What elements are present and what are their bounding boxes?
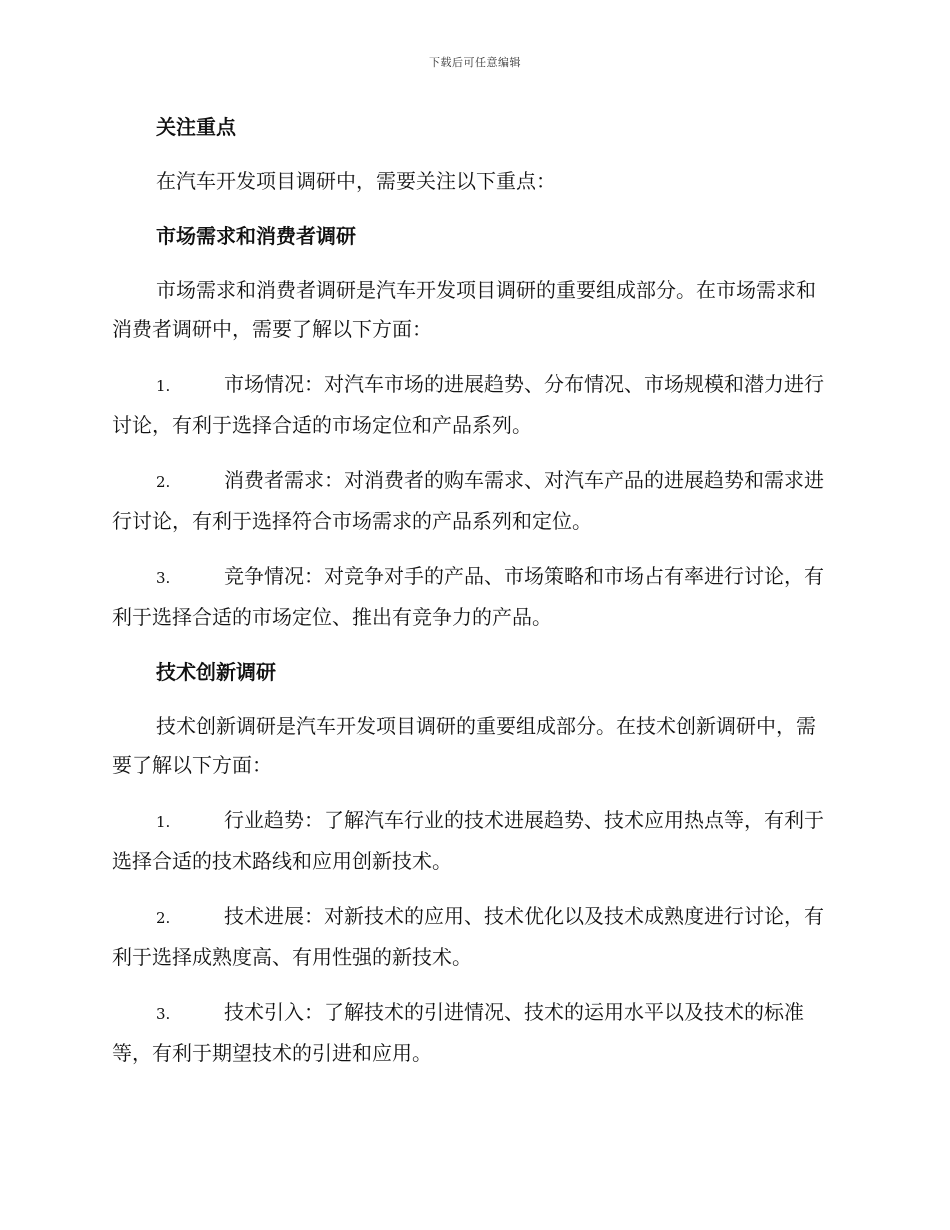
market-list-item (112, 365, 834, 445)
page-header: 下载后可任意编辑 (429, 56, 521, 69)
list-item-text: 技术引入：了解技术的引进情况、技术的运用水平以及技术的标准等，有利于期望技术的引进和应用。 (112, 1000, 804, 1065)
market-heading: 市场需求和消费者调研 (156, 224, 356, 248)
list-number: 1. (156, 813, 171, 831)
tech-list-item (112, 897, 834, 977)
tech-heading: 技术创新调研 (156, 660, 276, 684)
market-intro-paragraph: 市场需求和消费者调研是汽车开发项目调研的重要组成部分。在市场需求和消费者调研中，需要了解以下方面： (112, 278, 816, 341)
market-list-item (112, 461, 834, 541)
market-list-item (112, 557, 834, 637)
list-item-text: 消费者需求：对消费者的购车需求、对汽车产品的进展趋势和需求进行讨论，有利于选择符合市场需求的产品系列和定位。 (112, 468, 824, 533)
list-item-text: 竞争情况：对竞争对手的产品、市场策略和市场占有率进行讨论，有利于选择合适的市场定位、推出有竞争力的产品。 (112, 564, 824, 629)
tech-list-item (112, 993, 834, 1073)
document-body (112, 108, 834, 1089)
list-number: 3. (156, 569, 171, 587)
focus-heading: 关注重点 (156, 115, 236, 139)
list-number: 3. (156, 1005, 171, 1023)
tech-list-item (112, 801, 834, 881)
list-number: 2. (156, 473, 171, 491)
list-item-text: 行业趋势：了解汽车行业的技术进展趋势、技术应用热点等，有利于选择合适的技术路线和应用创新技术。 (112, 808, 824, 873)
tech-intro-paragraph: 技术创新调研是汽车开发项目调研的重要组成部分。在技术创新调研中，需要了解以下方面： (112, 714, 816, 777)
list-number: 2. (156, 909, 171, 927)
list-item-text: 技术进展：对新技术的应用、技术优化以及技术成熟度进行讨论，有利于选择成熟度高、有用性强的新技术。 (112, 904, 824, 969)
focus-intro-paragraph: 在汽车开发项目调研中，需要关注以下重点： (156, 169, 556, 193)
list-item-text: 市场情况：对汽车市场的进展趋势、分布情况、市场规模和潜力进行讨论，有利于选择合适的市场定位和产品系列。 (112, 372, 824, 437)
list-number: 1. (156, 377, 171, 395)
